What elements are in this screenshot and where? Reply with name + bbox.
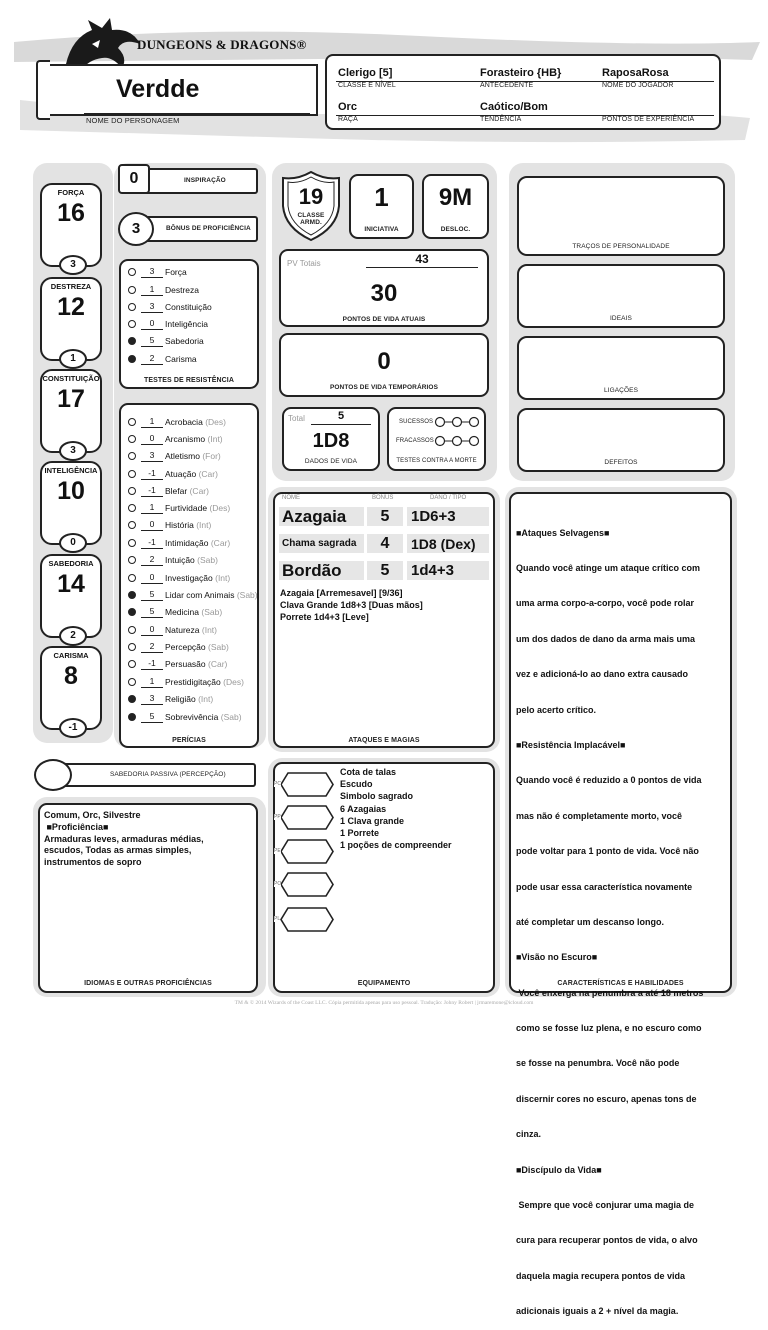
proficiencies-line: Armaduras leves, armaduras médias, [44, 833, 204, 844]
ability-dexterity [40, 277, 102, 364]
skill-attribute: (Sab) [208, 642, 229, 652]
skill-name [165, 639, 229, 656]
skill-proficiency-dot[interactable] [128, 556, 136, 564]
ability-modifier[interactable]: 3 [59, 255, 87, 275]
skill-row[interactable] [128, 500, 260, 517]
coin-frame-icon [280, 804, 334, 831]
features-line: pelo acerto crítico. [516, 704, 597, 715]
skill-value[interactable]: -1 [141, 535, 163, 549]
proficiencies-line: ■Proficiência■ [44, 821, 109, 832]
skill-attribute: (Des) [209, 503, 231, 513]
features-line: Sempre que você conjurar uma magia de [516, 1200, 695, 1211]
save-name: Destreza [165, 285, 200, 295]
attack-bonus[interactable]: 5 [380, 508, 390, 525]
class-level-label: CLASSE E NÍVEL [338, 82, 396, 89]
skill-row[interactable] [128, 639, 260, 656]
armor-class-label: CLASSE ARMD. [297, 212, 325, 226]
skill-name [165, 517, 211, 534]
coin-label: PO [274, 881, 282, 887]
alignment-value[interactable]: Caótico/Bom [480, 101, 548, 113]
attacks-label: ATAQUES E MAGIAS [348, 737, 420, 744]
proficiencies-label: IDIOMAS E OUTRAS PROFICIÊNCIAS [84, 980, 212, 987]
skill-name [165, 414, 226, 431]
equipment-item: 1 Clava grande [340, 815, 405, 826]
hp-temp-value[interactable]: 0 [377, 348, 391, 375]
save-name: Constituição [165, 302, 212, 312]
skill-row[interactable] [128, 709, 260, 726]
features-line: pode usar essa característica novamente [516, 881, 693, 892]
character-name[interactable]: Verdde [116, 75, 200, 103]
ability-modifier[interactable]: 2 [59, 626, 87, 646]
features-line: Quando você atinge um ataque crítico com [516, 562, 701, 573]
skill-attribute: (Car) [198, 469, 218, 479]
features-line: até completar um descanso longo. [516, 916, 665, 927]
skill-attribute: (Sab) [220, 712, 242, 722]
hit-dice-total-value[interactable]: 5 [337, 410, 345, 422]
skill-value[interactable]: 0 [141, 570, 163, 584]
features-line: se fosse na penumbra. Você não pode [516, 1058, 680, 1069]
skill-proficiency-dot[interactable] [128, 470, 136, 478]
hit-dice-value[interactable]: 1D8 [312, 430, 350, 452]
skill-row[interactable] [128, 604, 260, 621]
ability-modifier[interactable]: 0 [59, 533, 87, 553]
coin-silver[interactable] [274, 804, 334, 831]
ability-name: CONSTITUIÇÃO [42, 374, 100, 383]
skill-attribute: (Des) [205, 417, 226, 427]
skill-attribute: (Int) [196, 520, 212, 530]
features-line: cura para recuperar pontos de vida, o alvo [516, 1235, 698, 1246]
skill-attribute: (Car) [208, 659, 228, 669]
skill-proficiency-dot[interactable] [128, 539, 136, 547]
flaws-label: DEFEITOS [604, 459, 638, 466]
features-line: ■Resistência Implacável■ [516, 739, 626, 750]
save-name: Sabedoria [165, 336, 204, 346]
skill-value[interactable]: -1 [141, 656, 163, 670]
attacks-col-bonus: BÔNUS [372, 495, 394, 501]
skill-proficiency-dot[interactable] [128, 452, 136, 460]
attack-bonus[interactable]: 5 [380, 562, 390, 579]
save-proficiency-dot[interactable] [128, 286, 136, 294]
skill-proficiency-dot[interactable] [128, 504, 136, 512]
attacks-notes[interactable] [280, 588, 492, 623]
ability-name: INTELIGÊNCIA [44, 466, 98, 475]
save-value[interactable]: 2 [141, 351, 163, 365]
skill-name-text: Prestidigitação [165, 677, 221, 687]
xp-label: PONTOS DE EXPERIÊNCIA [602, 116, 695, 123]
equipment-item: Escudo [340, 779, 373, 790]
features-line: uma arma corpo-a-corpo, você pode rolar [516, 598, 695, 609]
features-line: discernir cores no escuro, apenas tons de [516, 1093, 697, 1104]
save-name: Carisma [165, 354, 197, 364]
skill-proficiency-dot[interactable] [128, 695, 136, 703]
speed-label: DESLOC. [440, 226, 471, 233]
skill-row[interactable] [128, 587, 260, 604]
save-row[interactable] [128, 264, 260, 281]
saving-throws-label: TESTES DE RESISTÊNCIA [143, 377, 234, 384]
ability-score[interactable]: 12 [57, 293, 85, 321]
save-row[interactable] [128, 351, 260, 368]
ability-strength [40, 183, 102, 270]
save-name: Força [165, 267, 187, 277]
skill-attribute: (Int) [215, 573, 231, 583]
skill-name-text: Religião [165, 694, 196, 704]
features-line: mas não é completamente morto, você [516, 810, 683, 821]
attack-damage[interactable]: 1D8 (Dex) [411, 536, 476, 552]
attack-name-cell[interactable] [279, 507, 364, 526]
attack-bonus-cell[interactable] [367, 534, 403, 553]
save-value[interactable]: 3 [141, 264, 163, 278]
skill-name-text: Furtividade [165, 503, 208, 513]
skill-value[interactable]: 1 [141, 500, 163, 514]
proficiencies-text[interactable] [44, 810, 256, 869]
save-value[interactable]: 3 [141, 299, 163, 313]
skill-value[interactable]: 0 [141, 517, 163, 531]
class-level-value[interactable]: Clerigo [5] [338, 67, 393, 79]
player-name-value[interactable]: RaposaRosa [602, 67, 669, 79]
ability-constitution [40, 369, 102, 456]
ability-charisma [40, 646, 102, 733]
skill-row[interactable] [128, 535, 260, 552]
alignment-label: TENDÊNCIA [480, 116, 522, 123]
features-line: ■Discípulo da Vida■ [516, 1164, 602, 1175]
bonds-label: LIGAÇÕES [603, 387, 639, 394]
features-line: vez e adicioná-lo ao dano extra causado [516, 669, 689, 680]
skill-proficiency-dot[interactable] [128, 643, 136, 651]
skill-name [165, 622, 217, 639]
features-line: Você enxerga na penumbra a até 18 metros [516, 987, 704, 998]
hp-max-line [366, 267, 478, 268]
attack-damage-cell[interactable] [407, 534, 489, 553]
skill-row[interactable] [128, 570, 260, 587]
skill-name-text: Percepção [165, 642, 206, 652]
equipment-list[interactable] [340, 766, 490, 851]
death-success-label: SUCESSOS [399, 419, 434, 425]
player-name-label: NOME DO JOGADOR [602, 82, 674, 89]
coin-label: PC [274, 781, 282, 787]
skill-value[interactable]: 3 [141, 691, 163, 705]
skill-value[interactable]: -1 [141, 466, 163, 480]
skill-row[interactable] [128, 466, 260, 483]
hp-temp-label: PONTOS DE VIDA TEMPORÁRIOS [329, 384, 439, 391]
skill-attribute: (For) [202, 451, 221, 461]
skill-name [165, 709, 242, 726]
attack-damage-cell[interactable] [407, 561, 489, 580]
banner-left-fold [36, 60, 50, 120]
hit-dice-total-label: Total [288, 414, 305, 423]
attacks-note-line: Azagaia [Arremesavel] [9/36] [280, 588, 403, 598]
skill-name-text: Lidar com Animais [165, 590, 235, 600]
equipment-item: 1 Porrete [340, 828, 380, 839]
skill-name [165, 691, 213, 708]
skill-name-text: Natureza [165, 625, 200, 635]
skill-row[interactable] [128, 691, 260, 708]
attacks-note-line: Clava Grande 1d8+3 [Duas mãos] [280, 599, 423, 610]
skill-name [165, 604, 222, 621]
skill-attribute: (Int) [207, 434, 223, 444]
coin-electrum[interactable] [274, 838, 334, 865]
skill-proficiency-dot[interactable] [128, 626, 136, 634]
features-line: Quando você é reduzido a 0 pontos de vida [516, 775, 702, 786]
inspiration-box[interactable] [118, 164, 150, 194]
skill-row[interactable] [128, 517, 260, 534]
save-name: Inteligência [165, 319, 209, 329]
hit-dice-label: DADOS DE VIDA [304, 458, 358, 465]
coin-label: PP [274, 814, 281, 820]
skill-proficiency-dot[interactable] [128, 435, 136, 443]
character-name-label: NOME DO PERSONAGEM [86, 116, 180, 125]
brand-title: DUNGEONS & DRAGONS® [137, 37, 307, 52]
hp-max-label: PV Totais [287, 259, 321, 268]
skill-value[interactable]: -1 [141, 483, 163, 497]
attack-damage[interactable]: 1d4+3 [411, 562, 454, 579]
skill-row[interactable] [128, 448, 260, 465]
proficiencies-line: Comum, Orc, Silvestre [44, 810, 141, 820]
proficiency-label: BÔNUS DE PROFICIÊNCIA [166, 225, 251, 232]
passive-perception-circle[interactable] [34, 759, 72, 791]
ability-name: FORÇA [57, 188, 85, 197]
skill-attribute: (Int) [198, 694, 214, 704]
ability-score[interactable]: 17 [57, 385, 85, 413]
attack-name[interactable]: Chama sagrada [282, 538, 357, 549]
skill-proficiency-dot[interactable] [128, 521, 136, 529]
coin-copper[interactable] [274, 771, 334, 798]
skill-row[interactable] [128, 674, 260, 691]
skill-value[interactable]: 1 [141, 414, 163, 428]
skill-row[interactable] [128, 622, 260, 639]
skill-name [165, 587, 258, 604]
ability-name: SABEDORIA [48, 559, 94, 568]
coin-frame-icon [280, 871, 334, 898]
copyright-footer: TM & © 2014 Wizards of the Coast LLC. Cópia permitida apenas para uso pessoal. Tradução: Johny Robert | jrmaremone@icloud.com [234, 1000, 534, 1006]
skill-value[interactable]: 0 [141, 431, 163, 445]
ability-modifier[interactable]: 3 [59, 441, 87, 461]
inspiration-value[interactable]: 0 [129, 170, 139, 187]
skill-attribute: (Car) [189, 486, 209, 496]
ability-modifier[interactable]: -1 [59, 718, 87, 738]
skill-name-text: Blefar [165, 486, 188, 496]
features-line: ■Visão no Escuro■ [516, 952, 598, 963]
features-line: como se fosse luz plena, e no escuro como [516, 1023, 702, 1034]
coin-label: PL [274, 916, 281, 922]
hp-max-value[interactable]: 43 [415, 252, 429, 266]
skill-name [165, 448, 221, 465]
attack-damage[interactable]: 1D6+3 [411, 508, 456, 525]
initiative-value[interactable]: 1 [374, 182, 389, 212]
death-fail-label: FRACASSOS [396, 438, 434, 444]
skill-proficiency-dot[interactable] [128, 487, 136, 495]
ability-name: DESTREZA [50, 282, 92, 291]
armor-class-value[interactable]: 19 [298, 184, 324, 209]
skill-name-text: Atuação [165, 469, 197, 479]
personality-traits-label: TRAÇOS DE PERSONALIDADE [572, 243, 670, 250]
skill-name-text: Investigação [165, 573, 213, 583]
ability-modifier[interactable]: 1 [59, 349, 87, 369]
race-value[interactable]: Orc [338, 101, 357, 113]
features-line: um dos dados de dano da arma mais uma [516, 633, 696, 644]
skill-name [165, 535, 230, 552]
skill-proficiency-dot[interactable] [128, 660, 136, 668]
skill-name-text: História [165, 520, 194, 530]
bonds-box[interactable] [517, 336, 725, 400]
equipment-item: Cota de talas [340, 767, 397, 777]
skill-proficiency-dot[interactable] [128, 608, 136, 616]
coin-platinum[interactable] [274, 906, 334, 933]
flaws-box[interactable] [517, 408, 725, 472]
save-proficiency-dot[interactable] [128, 320, 136, 328]
skill-name-text: Medicina [165, 607, 200, 617]
ideals-label: IDEAIS [610, 315, 632, 322]
dragon-logo-icon [62, 18, 142, 70]
skill-name [165, 674, 244, 691]
attacks-col-name: NOME [282, 495, 300, 501]
equipment-item: 6 Azagaias [340, 803, 387, 814]
save-row[interactable] [128, 299, 260, 316]
save-proficiency-dot[interactable] [128, 303, 136, 311]
skill-name-text: Persuasão [165, 659, 206, 669]
skill-value[interactable]: 5 [141, 604, 163, 618]
death-saves-label: TESTES CONTRA A MORTE [396, 458, 477, 464]
attacks-note-line: Porrete 1d4+3 [Leve] [280, 611, 369, 622]
attack-damage-cell[interactable] [407, 507, 489, 526]
skill-proficiency-dot[interactable] [128, 678, 136, 686]
features-line: adicionais iguais a 2 + nível da magia. [516, 1306, 679, 1317]
attack-bonus-cell[interactable] [367, 561, 403, 580]
initiative-label: INICIATIVA [364, 226, 399, 233]
skill-value[interactable]: 3 [141, 448, 163, 462]
skill-proficiency-dot[interactable] [128, 574, 136, 582]
skill-value[interactable]: 5 [141, 709, 163, 723]
equipment-item: 1 poções de compreender [340, 840, 452, 851]
coin-label: PE [274, 848, 281, 854]
inspiration-label: INSPIRAÇÃO [184, 177, 226, 184]
skill-row[interactable] [128, 483, 260, 500]
background-value[interactable]: Forasteiro {HB} [480, 67, 562, 79]
skill-row[interactable] [128, 431, 260, 448]
skill-value[interactable]: 1 [141, 674, 163, 688]
skill-attribute: (Des) [223, 677, 244, 687]
features-line: pode voltar para 1 ponto de vida. Você não [516, 846, 699, 857]
skill-attribute: (Sab) [236, 590, 258, 600]
ideals-box[interactable] [517, 264, 725, 328]
save-proficiency-dot[interactable] [128, 355, 136, 363]
ability-score[interactable]: 10 [57, 477, 85, 505]
features-text[interactable] [516, 504, 730, 1330]
skill-name-text: Intuição [165, 555, 195, 565]
attack-bonus[interactable]: 4 [380, 535, 390, 552]
save-row[interactable] [128, 282, 260, 299]
attack-name[interactable]: Bordão [282, 561, 342, 580]
skill-proficiency-dot[interactable] [128, 418, 136, 426]
save-row[interactable] [128, 333, 260, 350]
ability-intelligence [40, 461, 102, 548]
equipment-item: Simbolo sagrado [340, 791, 414, 802]
skill-name-text: Atletismo [165, 451, 200, 461]
save-value[interactable]: 0 [141, 316, 163, 330]
character-name-line [84, 113, 310, 114]
ability-wisdom [40, 554, 102, 641]
skill-name [165, 552, 218, 569]
skill-attribute: (Car) [210, 538, 231, 548]
header [0, 0, 768, 150]
attack-name-cell[interactable] [279, 534, 364, 553]
background-label: ANTECEDENTE [480, 82, 534, 89]
speed-value[interactable]: 9M [438, 184, 473, 211]
skill-proficiency-dot[interactable] [128, 713, 136, 721]
passive-perception-label: SABEDORIA PASSIVA (PERCEPÇÃO) [110, 771, 226, 778]
skill-row[interactable] [128, 414, 260, 431]
save-value[interactable]: 5 [141, 333, 163, 347]
ability-score[interactable]: 16 [57, 199, 85, 227]
save-proficiency-dot[interactable] [128, 268, 136, 276]
save-value[interactable]: 1 [141, 282, 163, 296]
ability-score[interactable]: 14 [57, 570, 85, 598]
attack-name[interactable]: Azagaia [282, 507, 347, 526]
features-line: daquela magia recupera pontos de vida [516, 1270, 686, 1281]
skill-name [165, 570, 230, 587]
skill-proficiency-dot[interactable] [128, 591, 136, 599]
attack-name-cell[interactable] [279, 561, 364, 580]
race-label: RAÇA [338, 116, 358, 123]
skill-row[interactable] [128, 656, 260, 673]
skill-name [165, 500, 230, 517]
skill-name [165, 656, 227, 673]
attacks-col-damage: DANO / TIPO [430, 495, 467, 501]
skill-row[interactable] [128, 552, 260, 569]
skill-name [165, 466, 218, 483]
equipment-label: EQUIPAMENTO [357, 980, 411, 987]
features-label: CARACTERÍSTICAS E HABILIDADES [557, 980, 684, 987]
skill-name-text: Sobrevivência [165, 712, 219, 722]
skill-value[interactable]: 2 [141, 639, 163, 653]
hp-current-value[interactable]: 30 [370, 280, 398, 307]
features-line: ■Ataques Selvagens■ [516, 527, 610, 538]
personality-traits-box[interactable] [517, 176, 725, 256]
skill-name [165, 483, 209, 500]
hit-dice-total-line [311, 424, 371, 425]
proficiencies-line: instrumentos de sopro [44, 857, 142, 868]
skill-name-text: Intimidação [165, 538, 209, 548]
skill-name-text: Arcanismo [165, 434, 206, 444]
proficiencies-line: escudos, Todas as armas simples, [44, 845, 192, 856]
features-line: cinza. [516, 1129, 542, 1140]
skill-value[interactable]: 2 [141, 552, 163, 566]
proficiency-value[interactable]: 3 [131, 220, 141, 237]
skill-attribute: (Sab) [197, 555, 218, 565]
coin-frame-icon [280, 838, 334, 865]
skills-label: PERÍCIAS [172, 737, 206, 744]
skill-name [165, 431, 223, 448]
skill-name-text: Acrobacia [165, 417, 203, 427]
skill-attribute: (Sab) [201, 607, 223, 617]
skill-value[interactable]: 0 [141, 622, 163, 636]
save-row[interactable] [128, 316, 260, 333]
hp-current-label: PONTOS DE VIDA ATUAIS [342, 316, 426, 323]
coin-frame-icon [280, 771, 334, 798]
skill-value[interactable]: 5 [141, 587, 163, 601]
proficiency-circle[interactable] [118, 212, 154, 246]
death-fail-checkboxes[interactable] [434, 435, 480, 447]
coin-frame-icon [280, 906, 334, 933]
skill-attribute: (Int) [201, 625, 217, 635]
death-success-checkboxes[interactable] [434, 416, 480, 428]
save-proficiency-dot[interactable] [128, 337, 136, 345]
ability-score[interactable]: 8 [64, 662, 78, 690]
attack-bonus-cell[interactable] [367, 507, 403, 526]
coin-gold[interactable] [274, 871, 334, 898]
ability-name: CARISMA [53, 651, 89, 660]
